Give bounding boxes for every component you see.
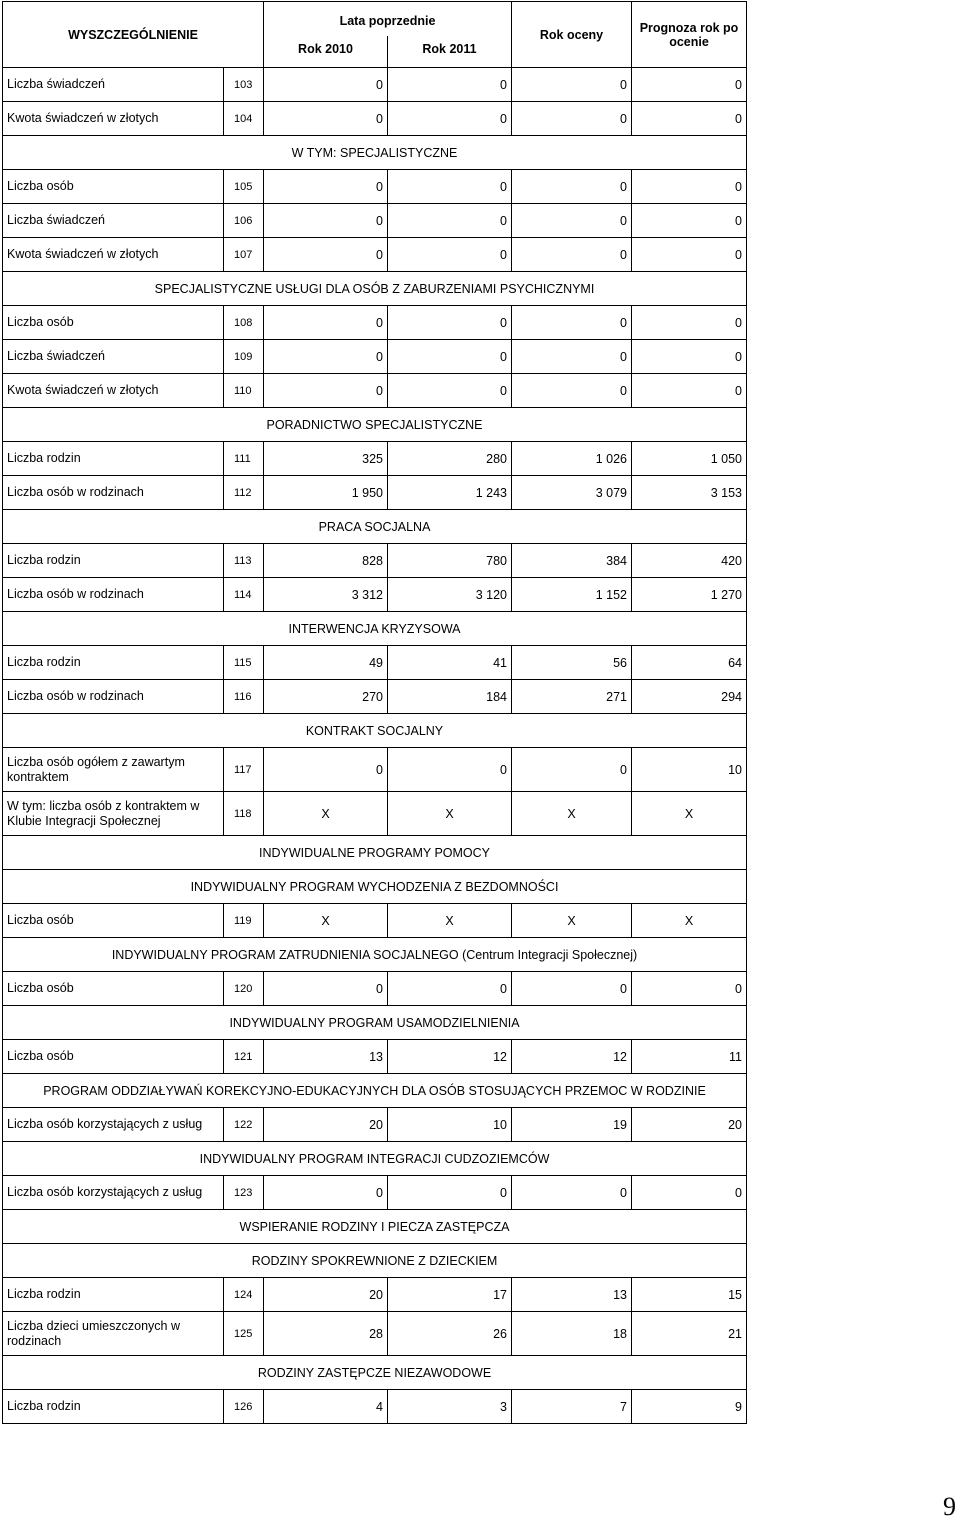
value-2011: 0 — [388, 306, 512, 340]
section-title: KONTRAKT SOCJALNY — [3, 714, 747, 748]
header-forecast: Prognoza rok po ocenie — [632, 2, 747, 68]
section-title: PROGRAM ODDZIAŁYWAŃ KOREKCYJNO-EDUKACYJNYCH DLA OSÓB STOSUJĄCYCH PRZEMOC W RODZINIE — [3, 1074, 747, 1108]
value-rated-year: 0 — [512, 170, 632, 204]
row-code: 117 — [224, 748, 264, 792]
table-row — [3, 306, 747, 340]
section-title: INDYWIDUALNE PROGRAMY POMOCY — [3, 836, 747, 870]
section-row — [3, 1006, 747, 1040]
value-2010: 13 — [264, 1040, 388, 1074]
value-2010: 0 — [264, 170, 388, 204]
value-forecast: 64 — [632, 646, 747, 680]
table-row — [3, 102, 747, 136]
value-rated-year: 0 — [512, 748, 632, 792]
section-title: SPECJALISTYCZNE USŁUGI DLA OSÓB Z ZABURZENIAMI PSYCHICZNYMI — [3, 272, 747, 306]
section-title: INTERWENCJA KRYZYSOWA — [3, 612, 747, 646]
value-forecast: 0 — [632, 170, 747, 204]
row-code: 104 — [224, 102, 264, 136]
row-label: Liczba osób — [3, 904, 224, 938]
row-label: Liczba rodzin — [3, 1390, 224, 1424]
row-code: 109 — [224, 340, 264, 374]
value-2010: 0 — [264, 238, 388, 272]
value-forecast: 0 — [632, 306, 747, 340]
value-rated-year: 0 — [512, 204, 632, 238]
value-rated-year: 384 — [512, 544, 632, 578]
section-row — [3, 938, 747, 972]
row-label: Liczba osób — [3, 1040, 224, 1074]
value-rated-year: 271 — [512, 680, 632, 714]
value-forecast: 0 — [632, 1176, 747, 1210]
value-forecast: 11 — [632, 1040, 747, 1074]
value-forecast: 0 — [632, 102, 747, 136]
table-row — [3, 68, 747, 102]
value-2011: 12 — [388, 1040, 512, 1074]
value-rated-year: 3 079 — [512, 476, 632, 510]
row-label: Kwota świadczeń w złotych — [3, 238, 224, 272]
table-row — [3, 1040, 747, 1074]
value-2011: 280 — [388, 442, 512, 476]
row-label: Liczba rodzin — [3, 544, 224, 578]
value-forecast: 0 — [632, 68, 747, 102]
row-code: 115 — [224, 646, 264, 680]
value-rated-year: 0 — [512, 306, 632, 340]
value-2011: 780 — [388, 544, 512, 578]
value-forecast: 3 153 — [632, 476, 747, 510]
value-2010: 0 — [264, 972, 388, 1006]
value-2010: 270 — [264, 680, 388, 714]
section-row — [3, 510, 747, 544]
table-row — [3, 204, 747, 238]
row-code: 126 — [224, 1390, 264, 1424]
section-row — [3, 136, 747, 170]
value-2010: 3 312 — [264, 578, 388, 612]
value-forecast: 0 — [632, 238, 747, 272]
value-forecast: 20 — [632, 1108, 747, 1142]
section-title: PORADNICTWO SPECJALISTYCZNE — [3, 408, 747, 442]
row-code: 113 — [224, 544, 264, 578]
value-2011: 0 — [388, 204, 512, 238]
row-code: 105 — [224, 170, 264, 204]
value-2011: 3 120 — [388, 578, 512, 612]
row-label: Liczba rodzin — [3, 646, 224, 680]
value-rated-year: 0 — [512, 1176, 632, 1210]
section-row — [3, 1356, 747, 1390]
row-label: Liczba osób — [3, 306, 224, 340]
value-2010: X — [264, 792, 388, 836]
page-number: 9 — [943, 1492, 956, 1521]
value-2011: 3 — [388, 1390, 512, 1424]
value-2010: 0 — [264, 68, 388, 102]
value-rated-year: 1 152 — [512, 578, 632, 612]
value-rated-year: 12 — [512, 1040, 632, 1074]
table-row — [3, 646, 747, 680]
section-title: RODZINY ZASTĘPCZE NIEZAWODOWE — [3, 1356, 747, 1390]
value-rated-year: 13 — [512, 1278, 632, 1312]
row-label: Liczba osób — [3, 972, 224, 1006]
table-row — [3, 792, 747, 836]
value-2010: 0 — [264, 204, 388, 238]
table-row — [3, 680, 747, 714]
value-forecast: X — [632, 792, 747, 836]
row-code: 110 — [224, 374, 264, 408]
row-code: 124 — [224, 1278, 264, 1312]
value-2011: 0 — [388, 1176, 512, 1210]
row-code: 114 — [224, 578, 264, 612]
header-description: WYSZCZEGÓLNIENIE — [3, 2, 264, 68]
row-label: Liczba osób — [3, 170, 224, 204]
value-rated-year: 7 — [512, 1390, 632, 1424]
value-2010: 0 — [264, 306, 388, 340]
row-label: Liczba rodzin — [3, 1278, 224, 1312]
value-rated-year: 18 — [512, 1312, 632, 1356]
value-2011: 184 — [388, 680, 512, 714]
table-row — [3, 1390, 747, 1424]
row-code: 103 — [224, 68, 264, 102]
section-row — [3, 272, 747, 306]
header-year-2010: Rok 2010 — [264, 36, 388, 68]
section-row — [3, 1210, 747, 1244]
value-rated-year: 0 — [512, 340, 632, 374]
value-2010: X — [264, 904, 388, 938]
table-row — [3, 340, 747, 374]
table-row — [3, 1278, 747, 1312]
row-label: Liczba osób w rodzinach — [3, 476, 224, 510]
table-row — [3, 442, 747, 476]
value-2010: 828 — [264, 544, 388, 578]
row-code: 120 — [224, 972, 264, 1006]
value-forecast: 294 — [632, 680, 747, 714]
row-code: 112 — [224, 476, 264, 510]
value-2011: X — [388, 904, 512, 938]
table-row — [3, 1312, 747, 1356]
table-row — [3, 476, 747, 510]
section-row — [3, 714, 747, 748]
header-rated-year: Rok oceny — [512, 2, 632, 68]
value-2011: 0 — [388, 748, 512, 792]
row-label: Liczba osób w rodzinach — [3, 578, 224, 612]
row-label: Kwota świadczeń w złotych — [3, 374, 224, 408]
row-code: 118 — [224, 792, 264, 836]
value-2011: X — [388, 792, 512, 836]
row-code: 108 — [224, 306, 264, 340]
value-2010: 0 — [264, 102, 388, 136]
value-2011: 10 — [388, 1108, 512, 1142]
row-code: 106 — [224, 204, 264, 238]
value-2011: 0 — [388, 238, 512, 272]
value-2011: 26 — [388, 1312, 512, 1356]
row-label: Liczba osób w rodzinach — [3, 680, 224, 714]
value-2010: 4 — [264, 1390, 388, 1424]
table-row — [3, 238, 747, 272]
section-row — [3, 836, 747, 870]
row-code: 122 — [224, 1108, 264, 1142]
row-label: Liczba świadczeń — [3, 68, 224, 102]
value-2011: 0 — [388, 170, 512, 204]
row-code: 121 — [224, 1040, 264, 1074]
section-row — [3, 1142, 747, 1176]
table-row — [3, 748, 747, 792]
value-forecast: 10 — [632, 748, 747, 792]
value-rated-year: X — [512, 792, 632, 836]
table-row — [3, 972, 747, 1006]
section-title: RODZINY SPOKREWNIONE Z DZIECKIEM — [3, 1244, 747, 1278]
table-row — [3, 1176, 747, 1210]
value-forecast: 0 — [632, 972, 747, 1006]
value-2010: 49 — [264, 646, 388, 680]
value-2011: 17 — [388, 1278, 512, 1312]
value-2011: 0 — [388, 68, 512, 102]
value-forecast: 15 — [632, 1278, 747, 1312]
value-forecast: 0 — [632, 340, 747, 374]
table-row — [3, 1108, 747, 1142]
section-title: INDYWIDUALNY PROGRAM WYCHODZENIA Z BEZDOMNOŚCI — [3, 870, 747, 904]
section-row — [3, 1074, 747, 1108]
value-forecast: X — [632, 904, 747, 938]
table-row — [3, 544, 747, 578]
value-2011: 0 — [388, 102, 512, 136]
row-label: Liczba świadczeń — [3, 204, 224, 238]
value-rated-year: 1 026 — [512, 442, 632, 476]
value-rated-year: 0 — [512, 102, 632, 136]
value-forecast: 1 050 — [632, 442, 747, 476]
value-2010: 325 — [264, 442, 388, 476]
value-forecast: 420 — [632, 544, 747, 578]
value-rated-year: 19 — [512, 1108, 632, 1142]
value-forecast: 0 — [632, 204, 747, 238]
section-row — [3, 870, 747, 904]
value-2011: 0 — [388, 340, 512, 374]
row-label: Liczba świadczeń — [3, 340, 224, 374]
header-year-2011: Rok 2011 — [388, 36, 512, 68]
row-label: Liczba osób korzystających z usług — [3, 1176, 224, 1210]
row-code: 123 — [224, 1176, 264, 1210]
section-title: PRACA SOCJALNA — [3, 510, 747, 544]
row-code: 107 — [224, 238, 264, 272]
section-row — [3, 408, 747, 442]
value-rated-year: 0 — [512, 68, 632, 102]
value-2010: 20 — [264, 1108, 388, 1142]
row-code: 111 — [224, 442, 264, 476]
value-rated-year: 0 — [512, 972, 632, 1006]
value-2010: 0 — [264, 748, 388, 792]
row-code: 119 — [224, 904, 264, 938]
value-rated-year: X — [512, 904, 632, 938]
table-row — [3, 904, 747, 938]
value-2010: 0 — [264, 340, 388, 374]
row-code: 116 — [224, 680, 264, 714]
value-2010: 0 — [264, 1176, 388, 1210]
value-forecast: 21 — [632, 1312, 747, 1356]
section-title: W TYM: SPECJALISTYCZNE — [3, 136, 747, 170]
table-row — [3, 170, 747, 204]
section-title: INDYWIDUALNY PROGRAM USAMODZIELNIENIA — [3, 1006, 747, 1040]
value-2011: 1 243 — [388, 476, 512, 510]
value-forecast: 1 270 — [632, 578, 747, 612]
value-2011: 41 — [388, 646, 512, 680]
value-rated-year: 56 — [512, 646, 632, 680]
row-label: W tym: liczba osób z kontraktem w Klubie Integracji Społecznej — [3, 792, 224, 836]
value-2010: 20 — [264, 1278, 388, 1312]
statistics-table — [2, 1, 747, 1424]
table-row — [3, 374, 747, 408]
value-forecast: 9 — [632, 1390, 747, 1424]
value-2011: 0 — [388, 374, 512, 408]
value-2010: 0 — [264, 374, 388, 408]
row-label: Liczba osób ogółem z zawartym kontraktem — [3, 748, 224, 792]
value-2010: 1 950 — [264, 476, 388, 510]
section-row — [3, 1244, 747, 1278]
table-row — [3, 578, 747, 612]
section-row — [3, 612, 747, 646]
row-code: 125 — [224, 1312, 264, 1356]
section-title: INDYWIDUALNY PROGRAM ZATRUDNIENIA SOCJALNEGO (Centrum Integracji Społecznej) — [3, 938, 747, 972]
value-2010: 28 — [264, 1312, 388, 1356]
row-label: Kwota świadczeń w złotych — [3, 102, 224, 136]
section-title: WSPIERANIE RODZINY I PIECZA ZASTĘPCZA — [3, 1210, 747, 1244]
value-2011: 0 — [388, 972, 512, 1006]
value-rated-year: 0 — [512, 238, 632, 272]
section-title: INDYWIDUALNY PROGRAM INTEGRACJI CUDZOZIEMCÓW — [3, 1142, 747, 1176]
row-label: Liczba dzieci umieszczonych w rodzinach — [3, 1312, 224, 1356]
row-label: Liczba rodzin — [3, 442, 224, 476]
value-rated-year: 0 — [512, 374, 632, 408]
header-previous-years: Lata poprzednie — [264, 2, 512, 36]
row-label: Liczba osób korzystających z usług — [3, 1108, 224, 1142]
value-forecast: 0 — [632, 374, 747, 408]
